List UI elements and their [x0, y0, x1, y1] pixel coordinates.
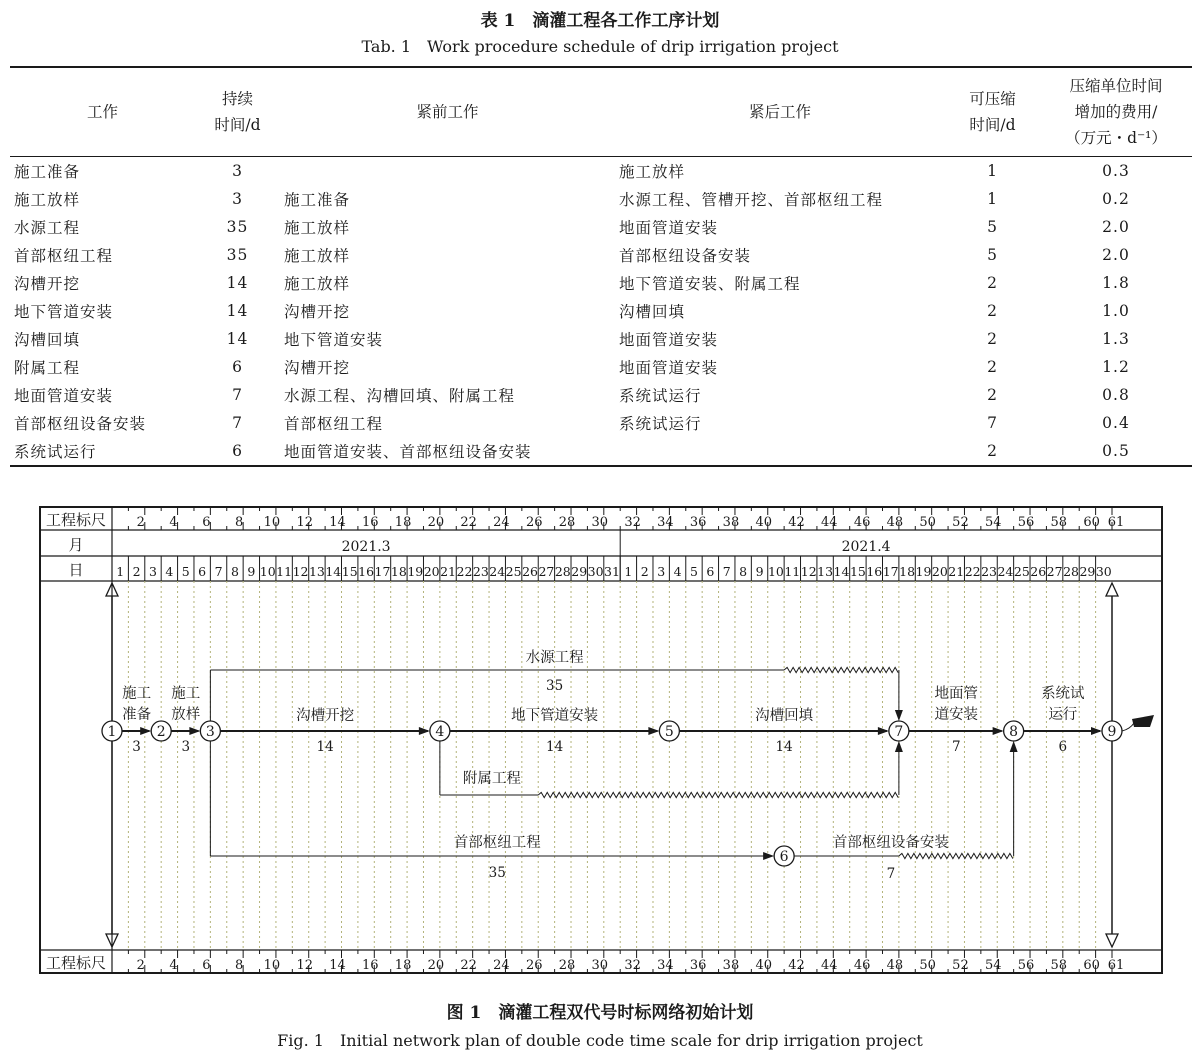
day-number: 8 — [739, 564, 748, 579]
day-number: 17 — [374, 564, 391, 579]
cell-duration: 7 — [232, 414, 243, 432]
cell-work: 沟槽开挖 — [14, 275, 81, 293]
cell-succ: 地面管道安装 — [619, 219, 719, 237]
cell-cost: 0.5 — [1040, 437, 1192, 466]
ruler-bottom-label: 40 — [755, 958, 773, 973]
activity-0-name-1: 施工 — [122, 686, 152, 702]
cell-duration: 35 — [226, 218, 249, 236]
cell-comp: 2 — [945, 437, 1040, 466]
cell-work: 首部枢纽设备安装 — [14, 415, 147, 433]
activity-1-name-1: 施工 — [171, 686, 201, 702]
header-cost-line1: 压缩单位时间 — [1069, 77, 1163, 95]
cell-comp: 5 — [987, 246, 998, 264]
ruler-top-label: 4 — [169, 515, 178, 530]
day-number: 11 — [276, 564, 293, 579]
activity-1-duration: 3 — [181, 739, 191, 755]
day-number: 3 — [149, 564, 157, 579]
day-number: 16 — [358, 564, 375, 579]
cell-succ: 系统试运行 — [619, 387, 702, 405]
activity-6-name-2: 运行 — [1048, 707, 1078, 723]
day-number: 30 — [1095, 564, 1112, 579]
day-number: 27 — [538, 564, 555, 579]
ruler-bottom-label: 2 — [136, 958, 145, 973]
cell-work: 沟槽回填 — [14, 331, 81, 349]
activity-6-arrow-head — [1091, 727, 1102, 735]
cell-cost: 0.4 — [1102, 414, 1130, 432]
activity-9-name: 首部枢纽工程 — [453, 835, 541, 851]
ruler-top-label: 58 — [1050, 515, 1068, 530]
month-label: 月 — [68, 536, 84, 554]
day-number: 10 — [767, 564, 784, 579]
ruler-bottom-label: 42 — [788, 958, 805, 973]
activity-6-name-1: 系统试 — [1041, 686, 1085, 702]
cell-comp: 2 — [987, 358, 998, 376]
ruler-top-label: 16 — [362, 515, 379, 530]
day-number: 4 — [165, 564, 174, 579]
activity-4-name: 沟槽回填 — [755, 708, 814, 724]
day-number: 25 — [505, 564, 522, 579]
day-number: 18 — [899, 564, 916, 579]
node-label-8: 8 — [1009, 724, 1019, 740]
activity-7-name: 水源工程 — [525, 650, 584, 666]
ruler-top-label: 20 — [427, 515, 445, 530]
ruler-bottom-label: 20 — [427, 958, 445, 973]
day-number: 13 — [308, 564, 325, 579]
ruler-bottom-label: 60 — [1083, 958, 1100, 973]
cell-pred: 施工准备 — [284, 191, 351, 209]
day-number: 20 — [423, 564, 440, 579]
cell-cost: 2.0 — [1102, 218, 1130, 236]
cell-comp: 2 — [987, 274, 998, 292]
activity-0-arrow-head — [140, 727, 151, 735]
node-label-1: 1 — [107, 724, 117, 740]
cell-pred: 首部枢纽工程 — [284, 415, 384, 433]
ruler-bottom-label: 18 — [394, 958, 412, 973]
ruler-top-label: 14 — [329, 515, 346, 530]
ruler-top-label: 56 — [1017, 515, 1035, 530]
day-number: 14 — [325, 564, 342, 579]
activity-0-name-2: 准备 — [122, 707, 152, 723]
header-compressible-line2: 时间/d — [969, 116, 1016, 134]
day-number: 5 — [689, 564, 698, 579]
figure-title-cn: 图 1 滴灌工程双代号时标网络初始计划 — [446, 1003, 754, 1023]
cell-succ: 水源工程、管槽开挖、首部枢纽工程 — [619, 191, 884, 209]
cell-work: 地下管道安装 — [14, 303, 114, 321]
day-number: 19 — [915, 564, 932, 579]
day-number: 1 — [116, 564, 125, 579]
activity-4-duration: 14 — [775, 739, 793, 755]
day-number: 8 — [230, 564, 239, 579]
ruler-bottom-label: 58 — [1050, 958, 1068, 973]
cell-pred: 地面管道安装、首部枢纽设备安装 — [280, 437, 615, 466]
day-number: 5 — [181, 564, 190, 579]
cell-succ: 系统试运行 — [619, 415, 702, 433]
ruler-bottom-label: 16 — [362, 958, 379, 973]
day-number: 24 — [997, 564, 1014, 579]
ruler-top-label: 60 — [1083, 515, 1100, 530]
cell-comp: 2 — [987, 386, 998, 404]
day-number: 7 — [722, 564, 731, 579]
ruler-bottom-label: 8 — [235, 958, 244, 973]
ruler-bottom-label: 22 — [460, 958, 477, 973]
ruler-top-label: 46 — [853, 515, 871, 530]
day-number: 2 — [640, 564, 649, 579]
activity-8-free-float — [538, 792, 898, 797]
day-number: 1 — [624, 564, 633, 579]
day-number: 27 — [1046, 564, 1063, 579]
figure-title-en: Fig. 1 Initial network plan of double code time scale for drip irrigation project — [277, 1031, 923, 1050]
ruler-bottom-label: 24 — [493, 958, 510, 973]
cell-duration: 6 — [195, 437, 280, 466]
header-compressible-line1: 可压缩 — [969, 90, 1016, 108]
cell-succ: 地面管道安装 — [619, 359, 719, 377]
cell-comp: 1 — [987, 162, 998, 180]
activity-5-name-1: 地面管 — [934, 686, 979, 702]
day-number: 17 — [882, 564, 899, 579]
cell-comp: 2 — [987, 330, 998, 348]
ruler-bottom-label: 50 — [919, 958, 936, 973]
day-number: 29 — [1079, 564, 1096, 579]
ruler-bottom-label: 36 — [689, 958, 707, 973]
finish-flag-icon — [1132, 715, 1154, 727]
activity-1-arrow-head — [189, 727, 200, 735]
header-work: 工作 — [10, 67, 195, 157]
day-number: 10 — [259, 564, 276, 579]
month-name: 2021.3 — [341, 539, 391, 555]
node-label-9: 9 — [1107, 724, 1117, 740]
cell-succ: 地面管道安装 — [619, 331, 719, 349]
day-number: 11 — [784, 564, 801, 579]
ruler-bottom-label: 38 — [722, 958, 740, 973]
cell-duration: 14 — [226, 330, 249, 348]
activity-5-duration: 7 — [951, 739, 961, 755]
day-number: 26 — [1030, 564, 1047, 579]
activity-0-duration: 3 — [132, 739, 141, 755]
day-number: 19 — [407, 564, 424, 579]
day-number: 25 — [1013, 564, 1030, 579]
day-number: 22 — [456, 564, 473, 579]
day-number: 28 — [554, 564, 571, 579]
day-number: 14 — [833, 564, 850, 579]
cell-cost: 1.3 — [1102, 330, 1130, 348]
day-number: 28 — [1063, 564, 1079, 579]
ruler-top-label: 12 — [296, 515, 313, 530]
header-cost-line2: 增加的费用/ — [1074, 103, 1158, 121]
ruler-top-label: 42 — [788, 515, 805, 530]
month-name: 2021.4 — [841, 539, 891, 555]
cell-cost: 0.2 — [1102, 190, 1130, 208]
activity-7-free-float — [784, 667, 898, 672]
ruler-top-label: 54 — [984, 515, 1002, 530]
finish-flag-pole — [1122, 723, 1134, 731]
day-number: 15 — [849, 564, 866, 579]
cell-duration: 35 — [226, 246, 249, 264]
activity-4-arrow-head — [878, 727, 889, 735]
day-number: 23 — [981, 564, 998, 579]
day-number: 21 — [440, 564, 457, 579]
cell-cost: 1.0 — [1102, 302, 1130, 320]
header-successor: 紧后工作 — [615, 67, 945, 157]
cell-cost: 0.8 — [1102, 386, 1130, 404]
day-number: 6 — [706, 564, 715, 579]
activity-10-arrow-head — [1010, 741, 1018, 752]
node-label-4: 4 — [435, 724, 445, 740]
day-number: 7 — [214, 564, 223, 579]
ruler-top-label: 18 — [394, 515, 412, 530]
node-label-7: 7 — [894, 724, 904, 740]
ruler-top-label: 10 — [263, 515, 281, 530]
day-number: 24 — [489, 564, 506, 579]
day-number: 2 — [132, 564, 141, 579]
activity-2-arrow-head — [419, 727, 430, 735]
ruler-top-label: 44 — [821, 515, 838, 530]
activity-1-name-2: 放样 — [171, 707, 201, 723]
cell-pred: 施工放样 — [284, 219, 351, 237]
header-predecessor: 紧前工作 — [280, 67, 615, 157]
ruler-top-label: 48 — [886, 515, 904, 530]
ruler-top-label: 61 — [1107, 515, 1125, 530]
ruler-top-label: 32 — [624, 515, 641, 530]
cell-pred: 施工放样 — [284, 247, 351, 265]
activity-3-duration: 14 — [546, 739, 564, 755]
ruler-bottom-label: 44 — [821, 958, 838, 973]
node-label-3: 3 — [205, 724, 215, 740]
day-number: 18 — [390, 564, 407, 579]
activity-3-name: 地下管道安装 — [511, 708, 599, 724]
day-number: 4 — [673, 564, 682, 579]
table-title-cn: 表 1 滴灌工程各工作工序计划 — [480, 11, 720, 31]
boundary-arrow-top-1 — [1106, 583, 1118, 596]
cell-succ: 沟槽回填 — [619, 303, 686, 321]
header-duration-line2: 时间/d — [214, 116, 261, 134]
ruler-top-label: 2 — [136, 515, 145, 530]
activity-8-arrow-head — [895, 741, 903, 752]
cell-cost: 1.2 — [1102, 358, 1130, 376]
cell-cost: 2.0 — [1102, 246, 1130, 264]
ruler-bottom-label: 32 — [624, 958, 641, 973]
boundary-arrow-bottom-1 — [1106, 934, 1118, 947]
cell-succ: 施工放样 — [619, 163, 686, 181]
day-number: 22 — [964, 564, 981, 579]
cell-cost: 0.3 — [1102, 162, 1130, 180]
activity-7-duration: 35 — [546, 678, 564, 694]
cell-work: 首部枢纽工程 — [14, 247, 114, 265]
activity-9-duration: 35 — [488, 865, 506, 881]
cell-comp: 5 — [987, 218, 998, 236]
day-number: 9 — [247, 564, 256, 579]
cell-pred: 沟槽开挖 — [284, 303, 351, 321]
activity-5-arrow-head — [993, 727, 1004, 735]
ruler-top-label: 40 — [755, 515, 773, 530]
ruler-bottom-label: 34 — [657, 958, 674, 973]
cell-succ: 地下管道安装、附属工程 — [619, 275, 801, 293]
cell-work: 地面管道安装 — [14, 387, 114, 405]
cell-pred: 沟槽开挖 — [284, 359, 351, 377]
activity-3-arrow-head — [648, 727, 659, 735]
cell-pred: 施工放样 — [284, 275, 351, 293]
cell-duration: 14 — [226, 302, 249, 320]
ruler-bottom-label: 4 — [169, 958, 178, 973]
node-label-6: 6 — [779, 849, 789, 865]
day-number: 30 — [587, 564, 604, 579]
ruler-top-label: 8 — [235, 515, 244, 530]
node-label-5: 5 — [664, 724, 674, 740]
cell-pred: 水源工程、沟槽回填、附属工程 — [284, 387, 516, 405]
ruler-top-label: 50 — [919, 515, 936, 530]
cell-duration: 7 — [232, 386, 243, 404]
activity-5-name-2: 道安装 — [934, 707, 979, 723]
day-number: 16 — [866, 564, 883, 579]
ruler-top-label: 52 — [952, 515, 969, 530]
ruler-top-label: 22 — [460, 515, 477, 530]
cell-work: 附属工程 — [14, 359, 81, 377]
day-number: 31 — [604, 564, 620, 579]
header-cost-line3: （万元・d⁻¹） — [1065, 129, 1167, 147]
header-duration-line1: 持续 — [221, 90, 253, 108]
node-label-2: 2 — [156, 724, 166, 740]
day-number: 13 — [817, 564, 834, 579]
day-label: 日 — [68, 561, 84, 579]
day-number: 9 — [755, 564, 764, 579]
ruler-bottom-label: 6 — [202, 958, 211, 973]
ruler-bottom-label: 30 — [591, 958, 609, 973]
day-number: 23 — [472, 564, 489, 579]
ruler-bottom-label: 46 — [853, 958, 871, 973]
cell-cost: 1.8 — [1102, 274, 1130, 292]
ruler-top-label: 38 — [722, 515, 740, 530]
ruler-label-top: 工程标尺 — [45, 511, 107, 529]
day-number: 26 — [522, 564, 538, 579]
ruler-top-label: 6 — [202, 515, 211, 530]
cell-comp: 7 — [987, 414, 998, 432]
cell-succ: 首部枢纽设备安装 — [619, 247, 752, 265]
cell-pred: 地下管道安装 — [284, 331, 384, 349]
ruler-label-bottom: 工程标尺 — [45, 954, 107, 972]
ruler-bottom-label: 56 — [1017, 958, 1035, 973]
day-number: 29 — [571, 564, 588, 579]
cell-duration: 14 — [226, 274, 249, 292]
day-number: 20 — [931, 564, 948, 579]
cell-duration: 3 — [232, 190, 243, 208]
ruler-top-label: 34 — [657, 515, 674, 530]
activity-2-duration: 14 — [316, 739, 334, 755]
activity-10-free-float — [899, 853, 1013, 858]
ruler-top-label: 26 — [525, 515, 543, 530]
activity-2-name: 沟槽开挖 — [296, 708, 355, 724]
cell-duration: 3 — [232, 162, 243, 180]
activity-6-duration: 6 — [1058, 739, 1068, 755]
cell-work: 水源工程 — [14, 219, 81, 237]
ruler-bottom-label: 26 — [525, 958, 543, 973]
day-number: 3 — [657, 564, 666, 579]
ruler-bottom-label: 52 — [952, 958, 969, 973]
ruler-bottom-label: 10 — [263, 958, 281, 973]
cell-comp: 1 — [987, 190, 998, 208]
cell-duration: 6 — [232, 358, 243, 376]
activity-9-arrow-head — [763, 852, 774, 860]
ruler-top-label: 28 — [558, 515, 576, 530]
ruler-bottom-label: 14 — [329, 958, 346, 973]
cell-work: 施工准备 — [14, 163, 81, 181]
activity-8-name: 附属工程 — [462, 771, 521, 787]
ruler-bottom-label: 61 — [1107, 958, 1125, 973]
ruler-top-label: 24 — [493, 515, 510, 530]
day-number: 15 — [341, 564, 358, 579]
day-number: 6 — [198, 564, 207, 579]
ruler-bottom-label: 12 — [296, 958, 313, 973]
table-title-en: Tab. 1 Work procedure schedule of drip irrigation project — [361, 37, 839, 56]
cell-work: 系统试运行 — [10, 437, 195, 466]
activity-10-name: 首部枢纽设备安装 — [832, 835, 949, 851]
cell-comp: 2 — [987, 302, 998, 320]
day-number: 12 — [800, 564, 817, 579]
activity-7-arrow-head — [895, 710, 903, 721]
day-number: 12 — [292, 564, 309, 579]
day-number: 21 — [948, 564, 965, 579]
ruler-bottom-label: 28 — [558, 958, 576, 973]
ruler-bottom-label: 54 — [984, 958, 1002, 973]
ruler-top-label: 36 — [689, 515, 707, 530]
ruler-bottom-label: 48 — [886, 958, 904, 973]
cell-work: 施工放样 — [14, 191, 81, 209]
activity-10-duration: 7 — [886, 866, 896, 882]
ruler-top-label: 30 — [591, 515, 609, 530]
